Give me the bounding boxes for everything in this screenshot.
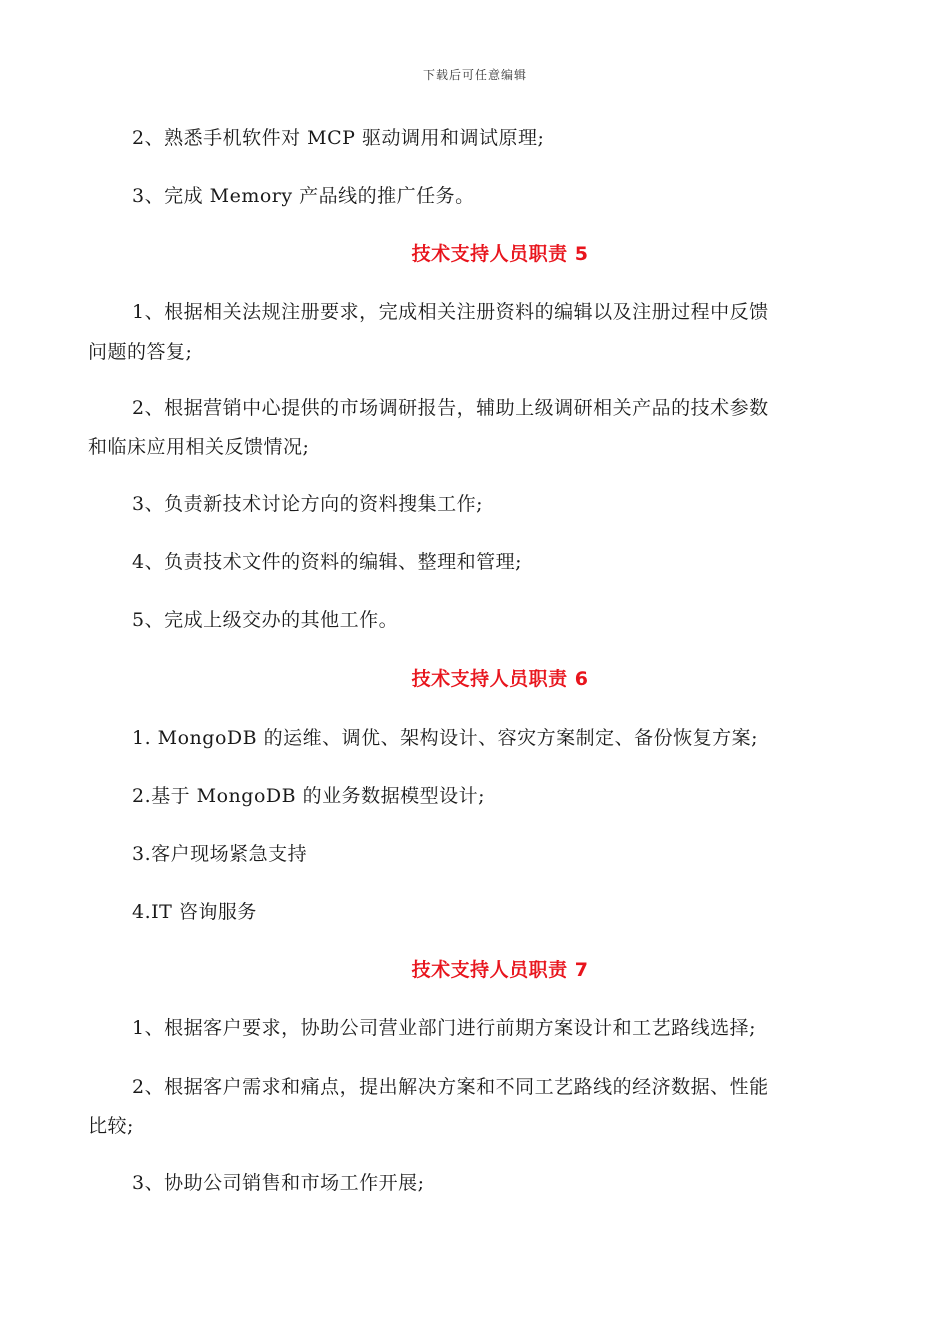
paragraph-s5-2-line1: 2、根据营销中心提供的市场调研报告，辅助上级调研相关产品的技术参数 [132, 397, 769, 419]
paragraph-s7-2-line2: 比较; [88, 1115, 134, 1137]
paragraph-s6-3: 3.客户现场紧急支持 [132, 843, 308, 865]
paragraph-s5-2-line2: 和临床应用相关反馈情况; [88, 436, 310, 458]
paragraph-s5-1-line1: 1、根据相关法规注册要求，完成相关注册资料的编辑以及注册过程中反馈 [132, 301, 769, 323]
section-heading-6: 技术支持人员职责 6 [411, 668, 589, 690]
paragraph-s5-5: 5、完成上级交办的其他工作。 [132, 609, 399, 631]
paragraph-s5-3: 3、负责新技术讨论方向的资料搜集工作; [132, 493, 483, 515]
paragraph-s5-1-line2: 问题的答复; [88, 341, 193, 363]
paragraph-s6-2: 2.基于 MongoDB 的业务数据模型设计; [132, 785, 486, 807]
section-heading-7: 技术支持人员职责 7 [411, 959, 589, 981]
paragraph-intro-2: 2、熟悉手机软件对 MCP 驱动调用和调试原理; [132, 127, 545, 149]
paragraph-intro-3: 3、完成 Memory 产品线的推广任务。 [132, 185, 475, 207]
section-heading-5: 技术支持人员职责 5 [411, 243, 589, 265]
paragraph-s7-3: 3、协助公司销售和市场工作开展; [132, 1172, 425, 1194]
paragraph-s7-2-line1: 2、根据客户需求和痛点，提出解决方案和不同工艺路线的经济数据、性能 [132, 1076, 769, 1098]
paragraph-s6-4: 4.IT 咨询服务 [132, 901, 257, 923]
paragraph-s6-1: 1. MongoDB 的运维、调优、架构设计、容灾方案制定、备份恢复方案; [132, 727, 759, 749]
paragraph-s7-1: 1、根据客户要求，协助公司营业部门进行前期方案设计和工艺路线选择; [132, 1017, 756, 1039]
page-header-note: 下载后可任意编辑 [422, 68, 527, 82]
paragraph-s5-4: 4、负责技术文件的资料的编辑、整理和管理; [132, 551, 522, 573]
